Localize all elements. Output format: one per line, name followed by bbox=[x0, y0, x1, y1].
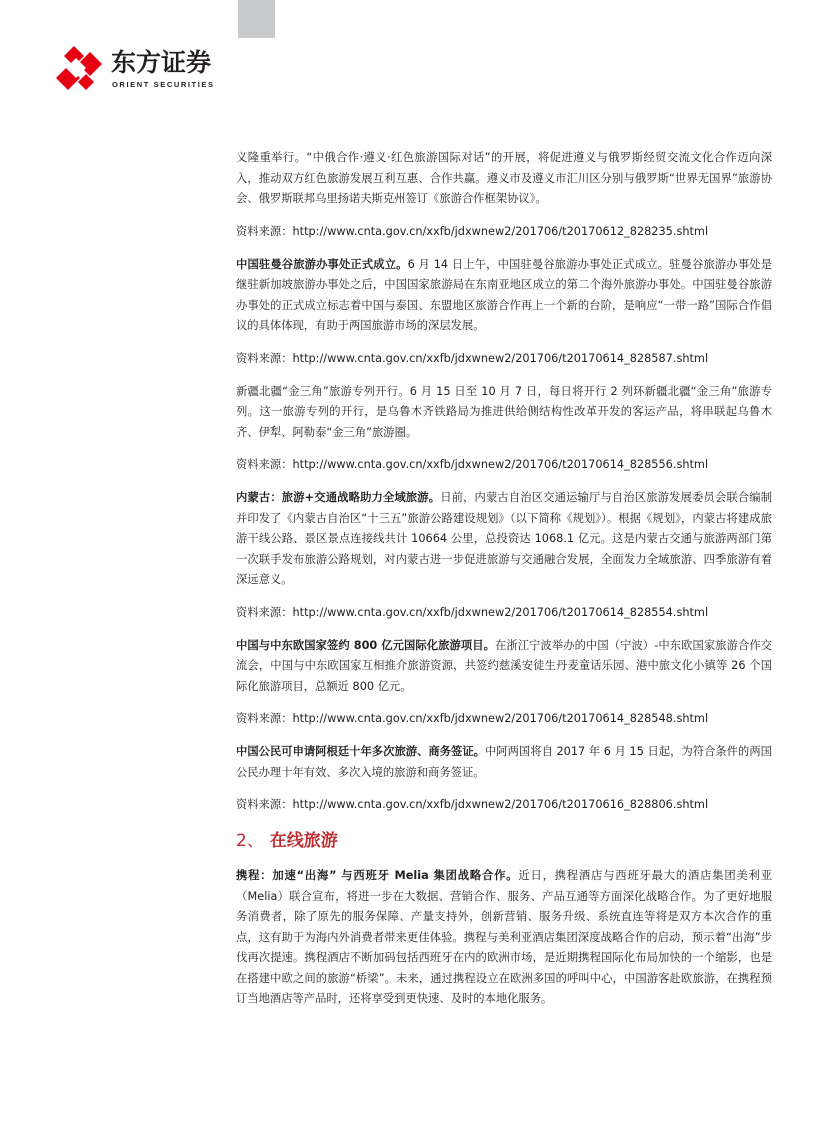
news-headline: 中国驻曼谷旅游办事处正式成立。 bbox=[236, 257, 408, 271]
news-headline: 携程：加速“出海” 与西班牙 Melia 集团战略合作。 bbox=[236, 869, 519, 882]
document-body bbox=[236, 148, 772, 1022]
news-text: 近日，携程酒店与西班牙最大的酒店集团美利亚（Melia）联合宣布，将进一步在大数据、营销合作、服务、产品互通等方面深化战略合作。为了更好地服务消费者，除了原先的服务保障、产量支持外，创新营销、服务升级、系统直连等将是双方本次合作的重点，这有助于为海内外消费者带来更佳体验。携程与美利亚酒店集团深度战略合作的启动，预示着“出海”步伐再次提速。携程酒店不断加码包括西班牙在内的欧洲市场，是近期携程国际化布局加快的一个缩影，也是在搭建中欧之间的旅游“桥梁”。未来，通过携程设立在欧洲多国的呼叫中心，中国游客赴欧旅游，在携程预订当地酒店等产品时，还将享受到更快速、及时的本地化服务。 bbox=[236, 869, 772, 1005]
source-reference: 资料来源：http://www.cnta.gov.cn/xxfb/jdxwnew2/201706/t20170614_828548.shtml bbox=[236, 712, 709, 725]
news-headline: 中国公民可申请阿根廷十年多次旅游、商务签证。 bbox=[236, 745, 485, 758]
source-reference: 资料来源：http://www.cnta.gov.cn/xxfb/jdxwnew2/201706/t20170614_828587.shtml bbox=[236, 351, 709, 365]
news-text: 日前，内蒙古自治区交通运输厅与自治区旅游发展委员会联合编制并印发了《内蒙古自治区“十三五”旅游公路建设规划》（以下简称《规划》）。根据《规划》，内蒙古将建成旅游干线公路、景区景点连接线共计 10664 公里，总投资达 1068.1 亿元。这是内蒙古交通与旅游两部门第一次联手发布旅游公路规划，对内蒙古进一步促进旅游与交通融合发展，全面发力全域旅游、四季旅游有着深远意义。 bbox=[236, 491, 772, 586]
orient-securities-logo bbox=[56, 44, 226, 94]
header-gray-bar bbox=[238, 0, 275, 38]
news-paragraph bbox=[236, 488, 772, 591]
news-text: 6 月 14 日上午，中国驻曼谷旅游办事处正式成立。驻曼谷旅游办事处是继驻新加坡旅游办事处之后，中国国家旅游局在东南亚地区成立的第二个海外旅游办事处。中国驻曼谷旅游办事处的正式成立标志着中国与泰国、东盟地区旅游合作再上一个新的台阶，是响应“一带一路”国际合作倡议的具体体现，有助于两国旅游市场的深层发展。 bbox=[236, 257, 772, 332]
news-paragraph bbox=[236, 382, 772, 444]
news-text: 义隆重举行。“中俄合作·遵义·红色旅游国际对话”的开展，将促进遵义与俄罗斯经贸交流文化合作迈向深入，推动双方红色旅游发展互利互惠、合作共赢。遵义市及遵义市汇川区分别与俄罗斯“世界无国界”旅游协会、俄罗斯联邦乌里扬诺夫斯克州签订《旅游合作框架协议》。 bbox=[236, 151, 772, 205]
news-headline: 中国与中东欧国家签约 800 亿元国际化旅游项目。 bbox=[236, 638, 496, 652]
news-paragraph bbox=[236, 148, 772, 210]
news-paragraph bbox=[236, 255, 772, 337]
logo-english-text: ORIENT SECURITIES bbox=[112, 80, 215, 89]
news-text: 新疆北疆“金三角”旅游专列开行。6 月 15 日至 10 月 7 日，每日将开行 2 列环新疆北疆“金三角”旅游专列。这一旅游专列的开行，是乌鲁木齐铁路局为推进供给侧结构性改革开发的客运产品，将串联起乌鲁木齐、伊犁、阿勒泰“金三角”旅游圈。 bbox=[236, 384, 772, 439]
section-heading bbox=[236, 828, 772, 854]
source-reference: 资料来源：http://www.cnta.gov.cn/xxfb/jdxwnew2/201706/t20170614_828556.shtml bbox=[236, 458, 709, 471]
news-paragraph bbox=[236, 866, 772, 1010]
source-reference: 资料来源：http://www.cnta.gov.cn/xxfb/jdxwnew2/201706/t20170612_828235.shtml bbox=[236, 224, 709, 238]
source-reference: 资料来源：http://www.cnta.gov.cn/xxfb/jdxwnew2/201706/t20170616_828806.shtml bbox=[236, 798, 709, 811]
section-number: 2、 bbox=[236, 831, 264, 851]
news-text: 在浙江宁波举办的中国（宁波）-中东欧国家旅游合作交流会，中国与中东欧国家互相推介旅游资源，共签约慈溪安徒生丹麦童话乐园、港中旅文化小镇等 26 个国际化旅游项目，总额近 800 亿元。 bbox=[236, 638, 772, 693]
news-text: 中阿两国将自 2017 年 6 月 15 日起，为符合条件的两国公民办理十年有效、多次入境的旅游和商务签证。 bbox=[236, 745, 772, 779]
news-paragraph bbox=[236, 636, 772, 698]
logo-chinese-text: 东方证券 bbox=[111, 48, 212, 77]
news-paragraph bbox=[236, 742, 772, 783]
logo-diamond-icon bbox=[56, 44, 110, 94]
news-headline: 内蒙古：旅游+交通战略助力全域旅游。 bbox=[236, 491, 441, 504]
source-reference: 资料来源：http://www.cnta.gov.cn/xxfb/jdxwnew2/201706/t20170614_828554.shtml bbox=[236, 605, 709, 619]
section-title: 在线旅游 bbox=[269, 831, 338, 851]
